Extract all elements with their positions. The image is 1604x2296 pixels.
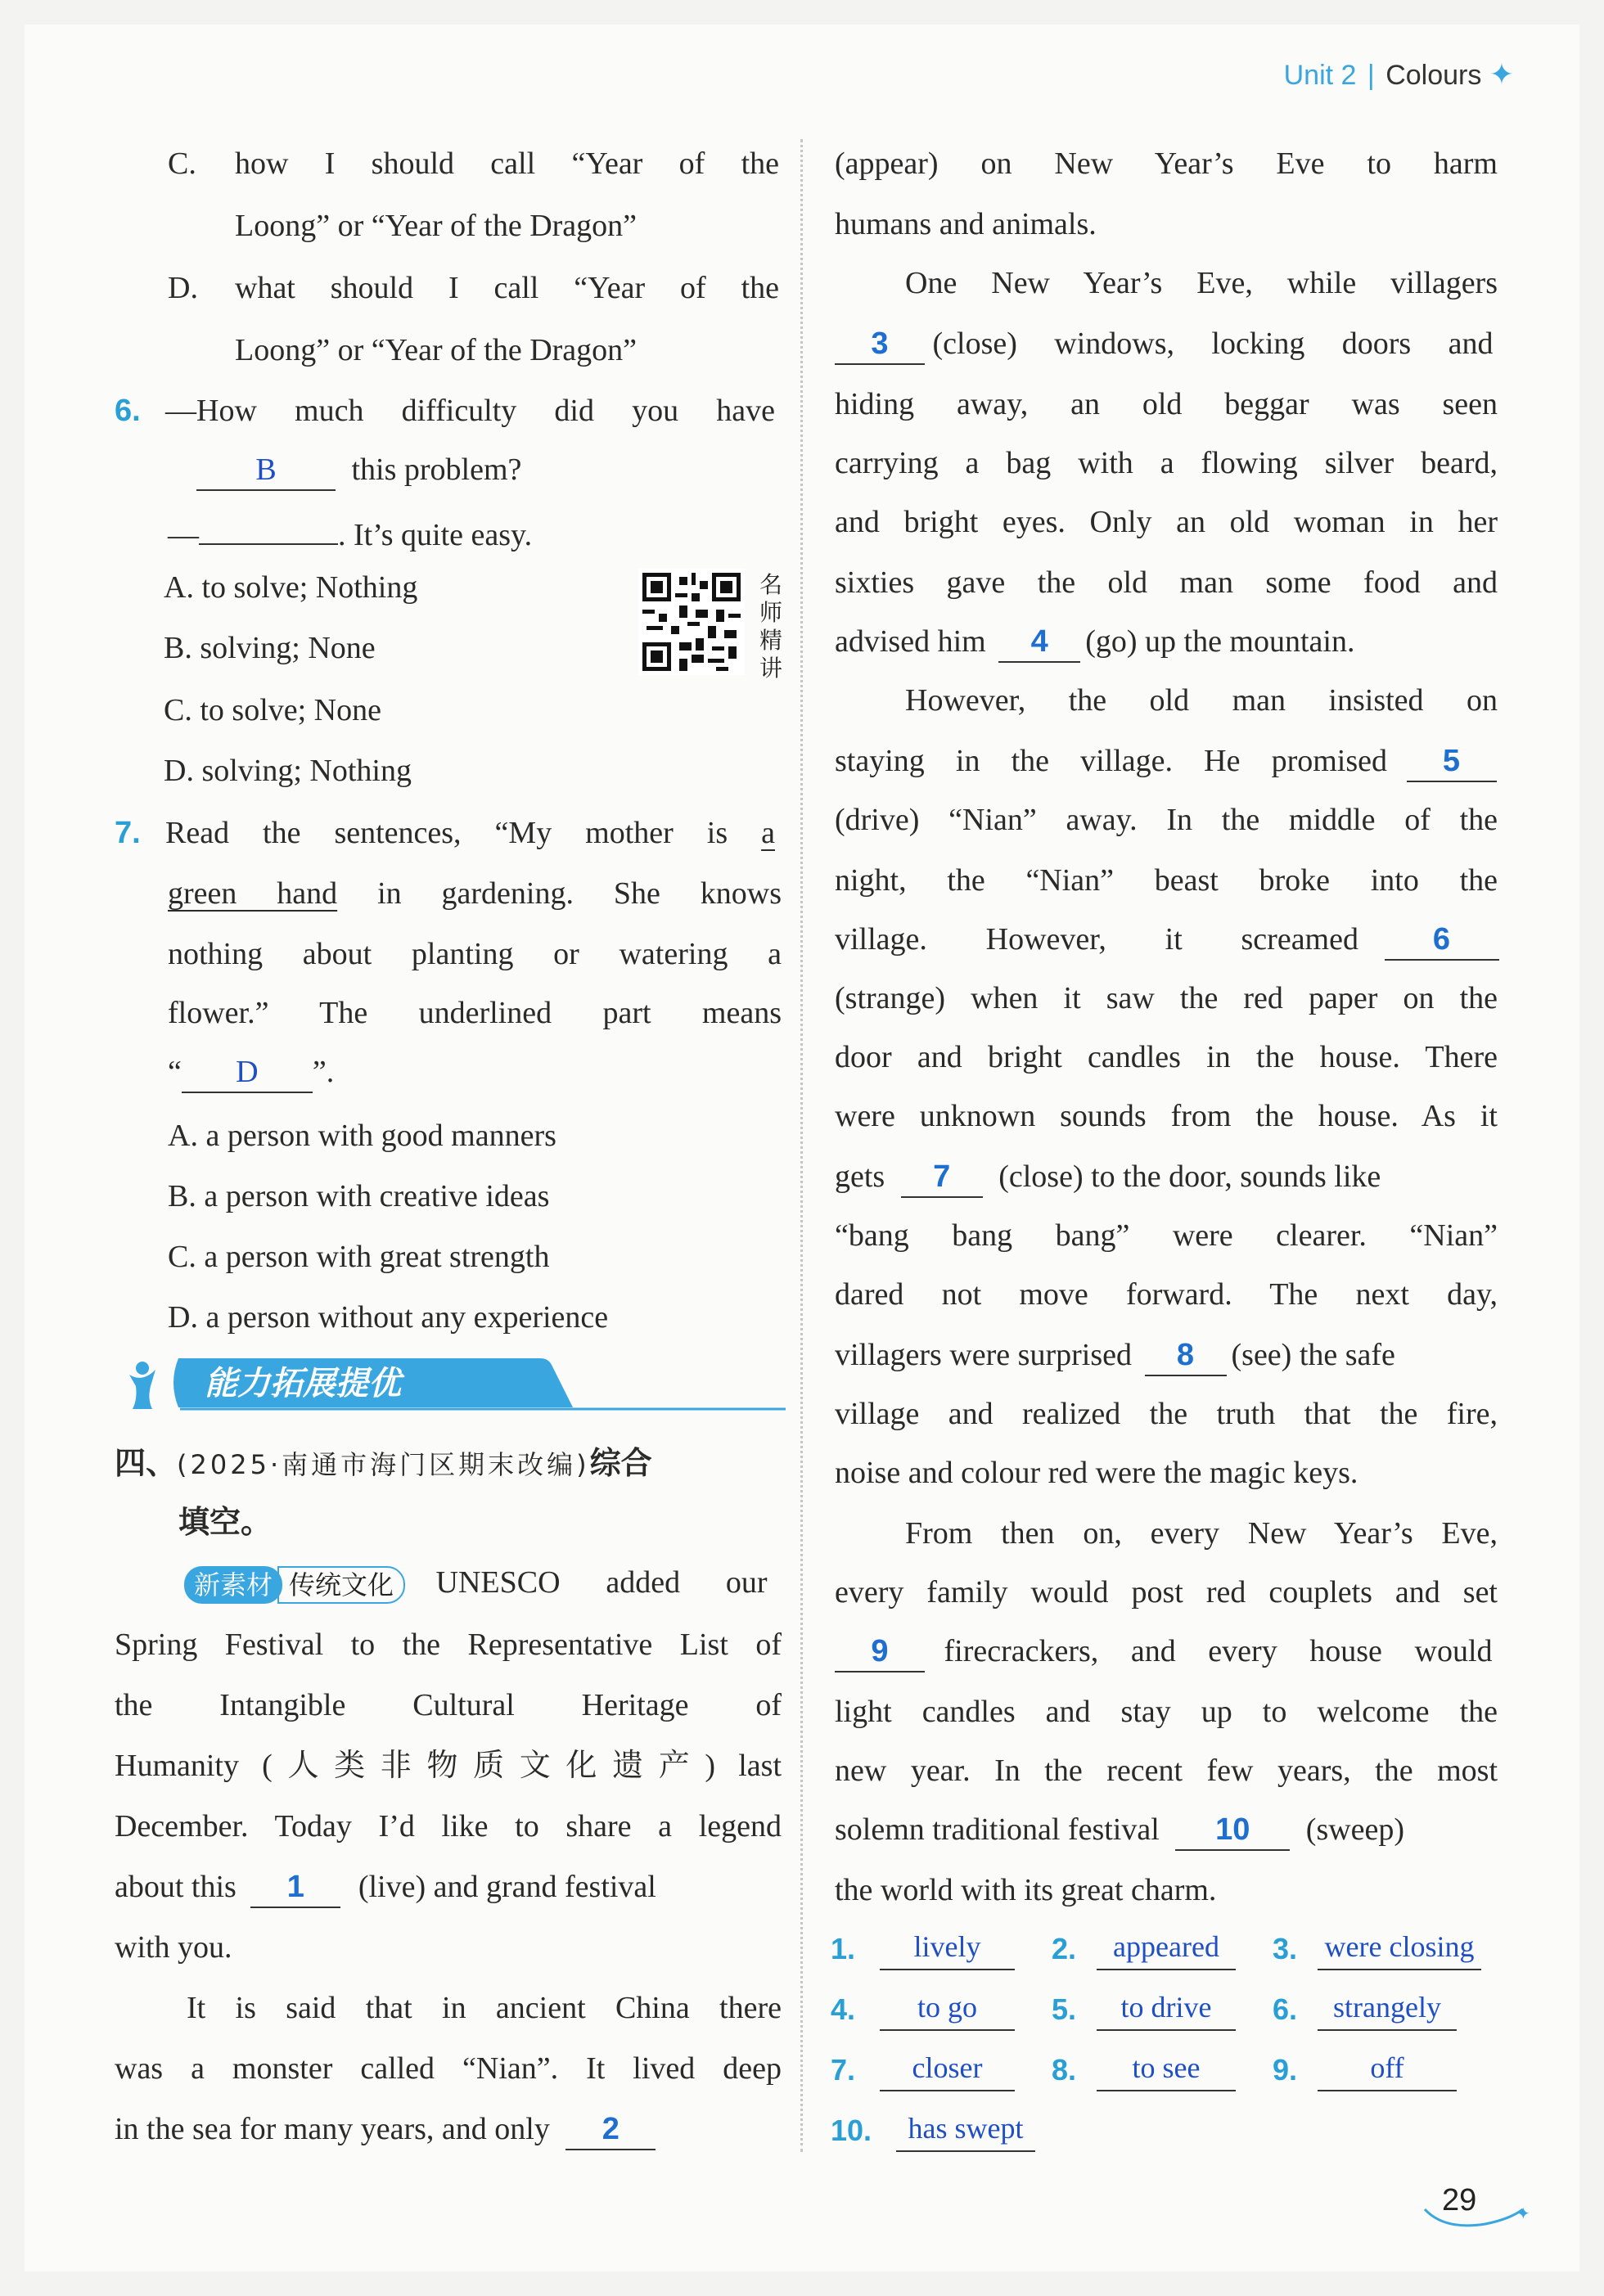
- section4-heading: [115, 1438, 786, 1488]
- passage-text: villagers were surprised: [835, 1338, 1132, 1372]
- option-text: a person without any experience: [205, 1300, 609, 1335]
- passage-line: Spring Festival to the Representative List of: [115, 1627, 782, 1662]
- question-number: 6.: [115, 394, 141, 428]
- passage-line: [835, 915, 1498, 964]
- blank-5: 5: [1407, 741, 1497, 782]
- passage-line: [835, 1627, 1498, 1676]
- option-letter: A.: [164, 570, 194, 605]
- answer-text: strangely: [1318, 1985, 1457, 2031]
- option-text: what should I call “Year of the: [235, 271, 779, 305]
- q6-line2: [196, 445, 521, 494]
- blank-2: 2: [565, 2109, 656, 2150]
- option-text: solving; Nothing: [201, 754, 412, 788]
- sparkle-icon: ✦: [1489, 57, 1514, 91]
- passage-line: [835, 617, 1354, 666]
- option-letter: C.: [164, 693, 192, 727]
- quote: “: [168, 1055, 182, 1089]
- answer-text: were closing: [1318, 1925, 1481, 1970]
- passage-line: hiding away, an old beggar was seen: [835, 387, 1498, 421]
- passage-line: noise and colour red were the magic keys.: [835, 1456, 1358, 1490]
- passage-line: village and realized the truth that the fire,: [835, 1397, 1498, 1431]
- passage-text: in the sea for many years, and only: [115, 2112, 550, 2146]
- passage-line: [835, 319, 1498, 368]
- option-letter: D.: [164, 754, 194, 788]
- quote: ”.: [312, 1055, 335, 1089]
- option-letter: D.: [168, 271, 198, 305]
- q7-answer-blank: D: [182, 1052, 313, 1093]
- passage-line: humans and animals.: [835, 207, 1097, 241]
- option-letter: C.: [168, 1240, 196, 1274]
- passage-line: [835, 1805, 1498, 1854]
- passage-line: night, the “Nian” beast broke into the: [835, 863, 1498, 898]
- underlined-text: green hand: [168, 876, 338, 911]
- passage-line: [115, 2105, 782, 2154]
- q7-option-d: [168, 1293, 608, 1342]
- passage-line: (strange) when it saw the red paper on the: [835, 981, 1498, 1015]
- passage-text: (live) and grand festival: [358, 1870, 656, 1904]
- answer-text: appeared: [1097, 1925, 1236, 1970]
- blank-1: 1: [250, 1867, 340, 1908]
- option-text: solving; None: [200, 631, 376, 665]
- answer-number: 6.: [1273, 1992, 1298, 2026]
- passage-line: (appear) on New Year’s Eve to harm: [835, 146, 1498, 181]
- passage-line: [115, 1862, 782, 1911]
- answer-text: closer: [880, 2046, 1015, 2091]
- passage-line: and bright eyes. Only an old woman in her: [835, 505, 1498, 539]
- answer-number: 1.: [831, 1932, 856, 1965]
- q6-option-a: [164, 563, 417, 612]
- q7-line4: flower.” The underlined part means: [168, 996, 782, 1030]
- question-text: this problem?: [351, 452, 522, 487]
- passage-line: From then on, every New Year’s Eve,: [905, 1516, 1498, 1551]
- blank-9: 9: [835, 1632, 925, 1672]
- blank-4: 4: [998, 622, 1080, 663]
- passage-line: [184, 1558, 782, 1607]
- q7-option-a: [168, 1111, 556, 1160]
- svg-text:✦: ✦: [1516, 2204, 1530, 2223]
- passage-line: December. Today I’d like to share a legend: [115, 1809, 782, 1844]
- blank-7: 7: [901, 1157, 983, 1198]
- passage-line: light candles and stay up to welcome the: [835, 1695, 1498, 1729]
- option-letter: B.: [164, 631, 192, 665]
- blank-10: 10: [1175, 1810, 1290, 1851]
- question-text: Read the sentences, “My mother is a: [165, 816, 775, 850]
- page-number-swoosh: [1420, 2177, 1534, 2234]
- option-letter: D.: [168, 1300, 198, 1335]
- passage-line: However, the old man insisted on: [905, 683, 1498, 718]
- unit-header: [1284, 57, 1514, 92]
- option-text: how I should call “Year of the: [235, 146, 779, 181]
- passage-line: [835, 1330, 1498, 1380]
- passage-line: “bang bang bang” were clearer. “Nian”: [835, 1218, 1498, 1253]
- question-text: —How much difficulty did you have: [165, 394, 775, 428]
- section-title: 综合: [589, 1445, 652, 1481]
- q7-option-b: [168, 1172, 549, 1221]
- passage-text: UNESCO added our: [435, 1565, 768, 1600]
- q6-option-d: [164, 746, 412, 795]
- passage-text: staying in the village. He promised: [835, 744, 1387, 778]
- q5-option-c: [168, 139, 782, 188]
- passage-line: the Intangible Cultural Heritage of: [115, 1688, 782, 1722]
- tag-new-material: 新素材: [184, 1566, 282, 1604]
- passage-text: village. However, it screamed: [835, 922, 1358, 957]
- passage-text: (close) windows, locking doors and: [932, 326, 1494, 361]
- section4-heading-cont: 填空。: [178, 1504, 273, 1540]
- passage-line: was a monster called “Nian”. It lived deep: [115, 2051, 782, 2086]
- option-text: a person with creative ideas: [204, 1179, 550, 1213]
- passage-line: dared not move forward. The next day,: [835, 1277, 1498, 1312]
- passage-text: (go) up the mountain.: [1085, 624, 1355, 659]
- answer-number: 7.: [831, 2053, 856, 2087]
- header-separator: |: [1367, 60, 1375, 91]
- blank-8: 8: [1145, 1335, 1227, 1376]
- q6-second-blank: [199, 504, 338, 545]
- q7-line2: [168, 869, 782, 918]
- passage-text: firecrackers, and every house would: [944, 1634, 1493, 1668]
- option-letter: A.: [168, 1119, 198, 1153]
- q5-option-c-cont: Loong” or “Year of the Dragon”: [235, 209, 638, 243]
- option-text: to solve; None: [200, 693, 381, 727]
- q6-option-b: [164, 624, 376, 673]
- q6-answer-blank: B: [196, 450, 336, 491]
- option-letter: B.: [168, 1179, 196, 1213]
- passage-text: (see) the safe: [1231, 1338, 1395, 1372]
- question-number: 7.: [115, 816, 141, 850]
- answer-text: has swept: [896, 2106, 1035, 2152]
- qr-label: 名师精讲: [759, 571, 783, 682]
- answer-text: to drive: [1097, 1985, 1236, 2031]
- passage-line: new year. In the recent few years, the most: [835, 1754, 1498, 1788]
- qr-code[interactable]: [638, 569, 745, 675]
- section-banner-title: 能力拓展提优: [205, 1365, 401, 1402]
- passage-line: every family would post red couplets and set: [835, 1575, 1498, 1609]
- passage-line: [835, 736, 1498, 786]
- q6-option-c: [164, 686, 381, 735]
- passage-text: gets: [835, 1159, 885, 1194]
- answer-number: 8.: [1052, 2053, 1077, 2087]
- passage-line: Humanity (人类非物质文化遗产) last: [115, 1749, 782, 1783]
- passage-text: about this: [115, 1870, 237, 1904]
- answer-number: 9.: [1273, 2053, 1298, 2087]
- option-text: to solve; Nothing: [201, 570, 418, 605]
- answer-text: to go: [880, 1985, 1015, 2031]
- passage-line: were unknown sounds from the house. As it: [835, 1099, 1498, 1133]
- answer-text: to see: [1097, 2046, 1236, 2091]
- passage-text: advised him: [835, 624, 986, 659]
- q5-option-d: [168, 263, 782, 313]
- passage-line: It is said that in ancient China there: [187, 1991, 782, 2025]
- option-text: a person with good manners: [205, 1119, 556, 1153]
- answer-text: off: [1318, 2046, 1457, 2091]
- passage-line: sixties gave the old man some food and: [835, 565, 1498, 600]
- passage-text: solemn traditional festival: [835, 1812, 1160, 1847]
- unit-title: Colours: [1385, 60, 1482, 91]
- answer-number: 4.: [831, 1992, 856, 2026]
- section-banner: [115, 1350, 786, 1416]
- section-source: (2025·南通市海门区期末改编): [177, 1449, 590, 1480]
- blank-3: 3: [835, 324, 925, 365]
- passage-line: carrying a bag with a flowing silver beard,: [835, 446, 1498, 480]
- passage-text: (close) to the door, sounds like: [998, 1159, 1381, 1194]
- q7-option-c: [168, 1232, 549, 1281]
- unit-label: Unit 2: [1283, 60, 1357, 91]
- option-text: a person with great strength: [204, 1240, 550, 1274]
- answer-number: 2.: [1052, 1932, 1077, 1965]
- q6-stem: [115, 386, 782, 435]
- question-text: . It’s quite easy.: [338, 518, 533, 552]
- q6-line3: [168, 504, 532, 553]
- dash: —: [168, 518, 199, 552]
- passage-line: door and bright candles in the house. There: [835, 1040, 1498, 1074]
- passage-line: (drive) “Nian” away. In the middle of the: [835, 803, 1498, 837]
- section-number: 四、: [115, 1445, 178, 1481]
- blank-6: 6: [1385, 920, 1499, 961]
- page-number: 29: [1442, 2183, 1477, 2217]
- passage-line: [835, 1152, 1498, 1201]
- q7-line5: [168, 1047, 334, 1096]
- answer-number: 10.: [831, 2114, 872, 2147]
- passage-text: (sweep): [1305, 1812, 1405, 1847]
- q5-option-d-cont: Loong” or “Year of the Dragon”: [235, 333, 638, 367]
- answer-number: 5.: [1052, 1992, 1077, 2026]
- column-divider: [800, 139, 803, 2152]
- q7-line3: nothing about planting or watering a: [168, 937, 782, 971]
- tag-topic: 传统文化: [277, 1566, 405, 1604]
- question-text: in gardening. She knows: [377, 876, 782, 911]
- q7-stem: [115, 808, 782, 858]
- underlined-text: a: [761, 816, 775, 850]
- passage-line: One New Year’s Eve, while villagers: [905, 266, 1498, 300]
- answer-text: lively: [880, 1925, 1015, 1970]
- passage-line: with you.: [115, 1930, 232, 1965]
- answer-number: 3.: [1273, 1932, 1298, 1965]
- option-letter: C.: [168, 146, 196, 181]
- passage-line: the world with its great charm.: [835, 1873, 1217, 1907]
